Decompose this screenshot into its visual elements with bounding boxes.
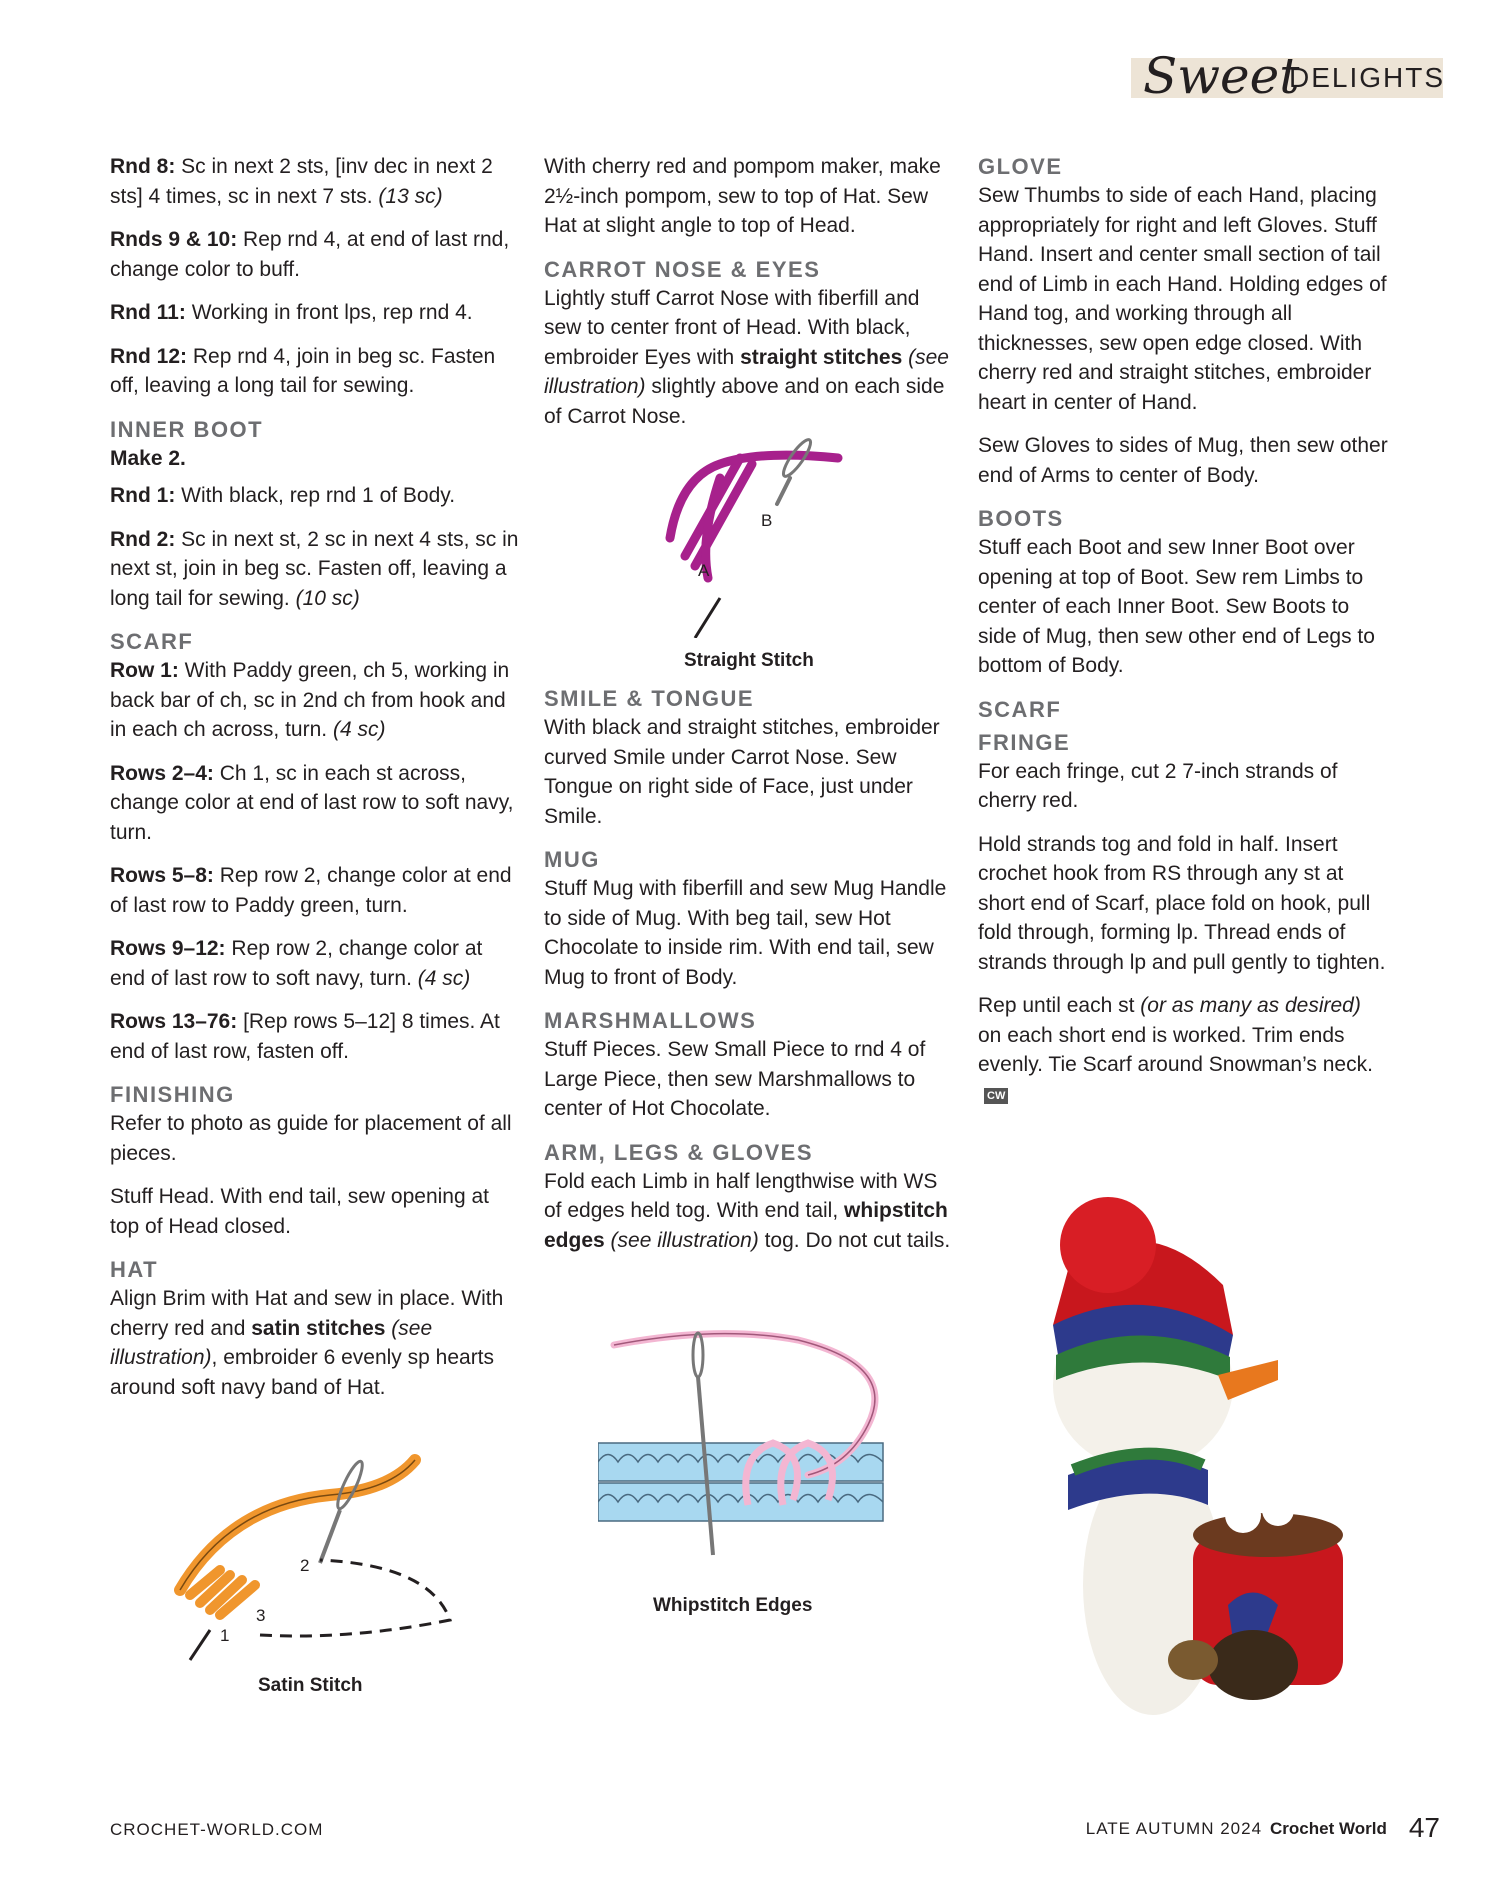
rnd-12: Rnd 12: Rep rnd 4, join in beg sc. Fasten off, leaving a long tail for sewing. [110,344,496,397]
glove-p2: Sew Gloves to sides of Mug, then sew other end of Arms to center of Body. [978,434,1388,487]
footer-right [1086,1812,1440,1844]
footer-magazine: Crochet World [1270,1819,1387,1838]
carrot-text: Lightly stuff Carrot Nose with fiberfill and sew to center front of Head. With black, embroider Eyes with straight stitches (see illustration) slightly above and on each side of Carrot Nose. [544,286,949,428]
whipstitch-illustration [598,1325,898,1585]
column-2 [544,152,954,1269]
finishing-heading: FINISHING [110,1082,235,1107]
fringe-p3: Rep until each st (or as many as desired) on each short end is worked. Trim ends evenly. Tie Scarf around Snowman’s neck.CW [978,994,1373,1102]
snowman-photo [978,1185,1398,1725]
header-delights: DELIGHTS [1289,62,1446,93]
rnd-8: Rnd 8: Sc in next 2 sts, [inv dec in next 2 sts] 4 times, sc in next 7 sts. (13 sc) [110,155,493,208]
hat-heading: HAT [110,1257,159,1282]
marshmallows-text: Stuff Pieces. Sew Small Piece to rnd 4 of Large Piece, then sew Marshmallows to center of Hot Chocolate. [544,1038,926,1120]
mug-heading: MUG [544,847,600,872]
rows-5-8: Rows 5–8: Rep row 2, change color at end of last row to Paddy green, turn. [110,864,512,917]
arm-legs-gloves-heading: ARM, LEGS & GLOVES [544,1139,814,1165]
satin-label-1: 1 [220,1626,230,1645]
finishing-p2: Stuff Head. With end tail, sew opening at top of Head closed. [110,1185,490,1238]
satin-stitch-illustration [170,1445,470,1675]
carrot-heading: CARROT NOSE & EYES [544,256,821,282]
fringe-heading: FRINGE [978,729,1071,755]
straight-label-b: B [761,511,773,530]
footer-site: CROCHET-WORLD.COM [110,1820,324,1839]
whipstitch-caption: Whipstitch Edges [653,1595,813,1616]
footer-issue: LATE AUTUMN 2024 [1085,1819,1263,1838]
satin-label-2: 2 [300,1556,310,1575]
straight-stitch-caption: Straight Stitch [684,650,814,671]
ib-rnd-2: Rnd 2: Sc in next st, 2 sc in next 4 sts, sc in next st, join in beg sc. Fasten off, leaving a long tail for sewing. (10 sc) [110,527,519,610]
mug-text: Stuff Mug with fiberfill and sew Mug Handle to side of Mug. With beg tail, sew Hot Chocolate to inside rim. With end tail, sew Mug to front of Body. [544,877,947,989]
smile-text: With black and straight stitches, embroider curved Smile under Carrot Nose. Sew Tongue on right side of Face, just under Smile. [544,716,940,828]
ib-rnd-1: Rnd 1: With black, rep rnd 1 of Body. [110,484,456,507]
rows-13-76: Rows 13–76: [Rep rows 5–12] 8 times. At end of last row, fasten off. [110,1010,500,1063]
boots-heading: BOOTS [978,506,1064,531]
row-1: Row 1: With Paddy green, ch 5, working in back bar of ch, sc in 2nd ch from hook and in each ch across, turn. (4 sc) [110,659,510,741]
make-2: Make 2. [110,446,186,470]
column-3 [978,152,1388,1123]
header-sweet: Sweet [1143,47,1300,105]
page-number: 47 [1408,1812,1440,1843]
scarf-heading-2: SCARF [978,696,1062,722]
scarf-heading: SCARF [110,629,194,654]
finishing-p1: Refer to photo as guide for placement of all pieces. [110,1112,512,1165]
rnd-11: Rnd 11: Working in front lps, rep rnd 4. [110,301,473,324]
satin-stitch-caption: Satin Stitch [258,1675,363,1696]
fringe-p2: Hold strands tog and fold in half. Insert crochet hook from RS through any st at short end of Scarf, place fold on hook, pull fold through, forming lp. Thread ends of strands through lp and pull gently to tighten. [978,832,1386,974]
rnds-9-10: Rnds 9 & 10: Rep rnd 4, at end of last rnd, change color to buff. [110,228,510,281]
rows-9-12: Rows 9–12: Rep row 2, change color at end of last row to soft navy, turn. (4 sc) [110,937,483,990]
straight-label-a: A [698,561,710,580]
rows-2-4: Rows 2–4: Ch 1, sc in each st across, change color at end of last row to soft navy, turn. [110,761,514,844]
cw-end-logo: CW [984,1088,1008,1104]
glove-heading: GLOVE [978,154,1063,179]
glove-p1: Sew Thumbs to side of each Hand, placing appropriately for right and left Gloves. Stuff Hand. Insert and center small section of tail end of Limb in each Hand. Holding edges of Hand tog, and working through all thicknesses, sew open edge closed. With cherry red and straight stitches, embroider heart in center of Hand. [978,184,1387,414]
fringe-p1: For each fringe, cut 2 7-inch strands of cherry red. [978,759,1338,812]
marshmallows-heading: MARSHMALLOWS [544,1008,757,1033]
inner-boot-heading: INNER BOOT [110,416,264,442]
boots-text: Stuff each Boot and sew Inner Boot over opening at top of Boot. Sew rem Limbs to center of each Inner Boot. Sew Boots to side of Mug, then sew other end of Legs to bottom of Body. [978,536,1375,677]
smile-heading: SMILE & TONGUE [544,686,755,711]
column-1 [110,152,520,1416]
hat-text: Align Brim with Hat and sew in place. With cherry red and satin stitches (see illustration), embroider 6 evenly sp hearts around soft navy band of Hat. [110,1287,504,1399]
satin-label-3: 3 [256,1606,266,1625]
straight-stitch-illustration [640,438,860,638]
pompom-text: With cherry red and pompom maker, make 2½-inch pompom, sew to top of Hat. Sew Hat at slight angle to top of Head. [544,155,941,237]
arm-text: Fold each Limb in half lengthwise with WS of edges held tog. With end tail, whipstitch edges (see illustration) tog. Do not cut tails. [544,1169,951,1252]
